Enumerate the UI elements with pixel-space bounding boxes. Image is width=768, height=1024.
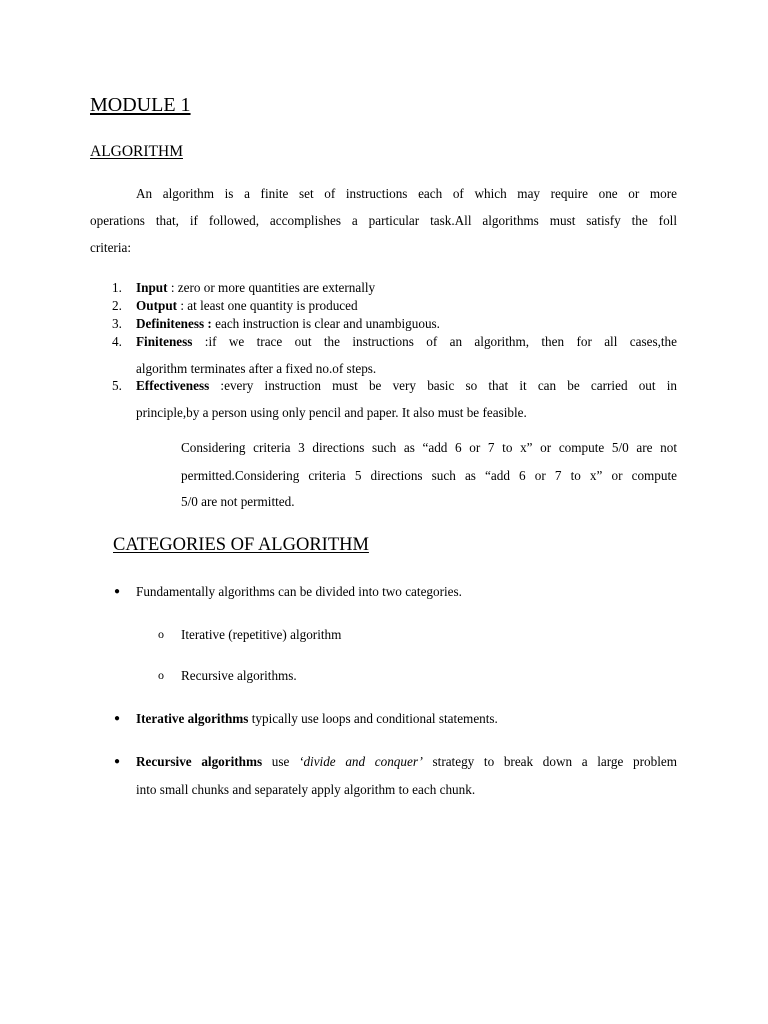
note-line-3: 5/0 are not permitted. [181,494,295,509]
list-item [136,316,440,332]
criterion-text: : at least one quantity is produced [177,298,358,313]
note-line-2: permitted.Considering criteria 5 directions such as “add 6 or 7 to x” or compute [181,468,677,483]
recursive-post: strategy to break down a large problem [422,754,677,769]
list-number: 2. [112,298,122,313]
sub-item-iterative: Iterative (repetitive) algorithm [181,627,342,642]
categories-heading: CATEGORIES OF ALGORITHM [113,535,369,555]
iterative-term: Iterative algorithms [136,711,249,726]
fundamental-text: Fundamentally algorithms can be divided into two categories. [136,584,462,599]
intro-line-3: criteria: [90,240,131,255]
recursive-term: Recursive algorithms [136,754,263,769]
list-item [136,298,358,314]
list-number: 3. [112,316,122,331]
sub-bullet-icon: o [158,668,164,682]
list-item [136,334,677,350]
intro-line-2: operations that, if followed, accomplishes a particular task.All algorithms must satisfy the foll [90,213,677,228]
intro-line-1: An algorithm is a finite set of instructions each of which may require one or more [136,186,677,201]
list-item [136,280,375,296]
list-item-continuation: principle,by a person using only pencil and paper. It also must be feasible. [136,405,527,420]
criterion-term: Input [136,280,168,295]
criterion-term: Effectiveness [136,378,210,393]
iterative-item [136,711,498,727]
sub-item-recursive: Recursive algorithms. [181,668,297,683]
list-number: 5. [112,378,122,393]
bullet-icon: ● [114,586,121,597]
algorithm-heading: ALGORITHM [90,143,183,160]
criterion-term: Definiteness : [136,316,212,331]
note-line-1: Considering criteria 3 directions such as “add 6 or 7 to x” or compute 5/0 are not [181,440,677,455]
criterion-text: each instruction is clear and unambiguous. [211,316,440,331]
recursive-italic: ‘divide and conquer’ [299,754,423,769]
iterative-text: typically use loops and conditional statements. [248,711,498,726]
module-title: MODULE 1 [90,94,191,116]
list-item [136,378,677,394]
criterion-text: : zero or more quantities are externally [167,280,376,295]
criterion-text: :every instruction must be very basic so that it can be carried out in [209,378,677,393]
list-number: 1. [112,280,122,295]
recursive-pre: use [262,754,300,769]
recursive-item [136,754,677,770]
sub-bullet-icon: o [158,627,164,641]
list-number: 4. [112,334,122,349]
list-item-continuation: algorithm terminates after a fixed no.of steps. [136,361,377,376]
criterion-term: Finiteness [136,334,193,349]
criterion-text: :if we trace out the instructions of an algorithm, then for all cases,the [192,334,677,349]
recursive-continuation: into small chunks and separately apply algorithm to each chunk. [136,782,476,797]
criterion-term: Output [136,298,178,313]
bullet-icon: ● [114,713,121,724]
bullet-icon: ● [114,756,121,767]
